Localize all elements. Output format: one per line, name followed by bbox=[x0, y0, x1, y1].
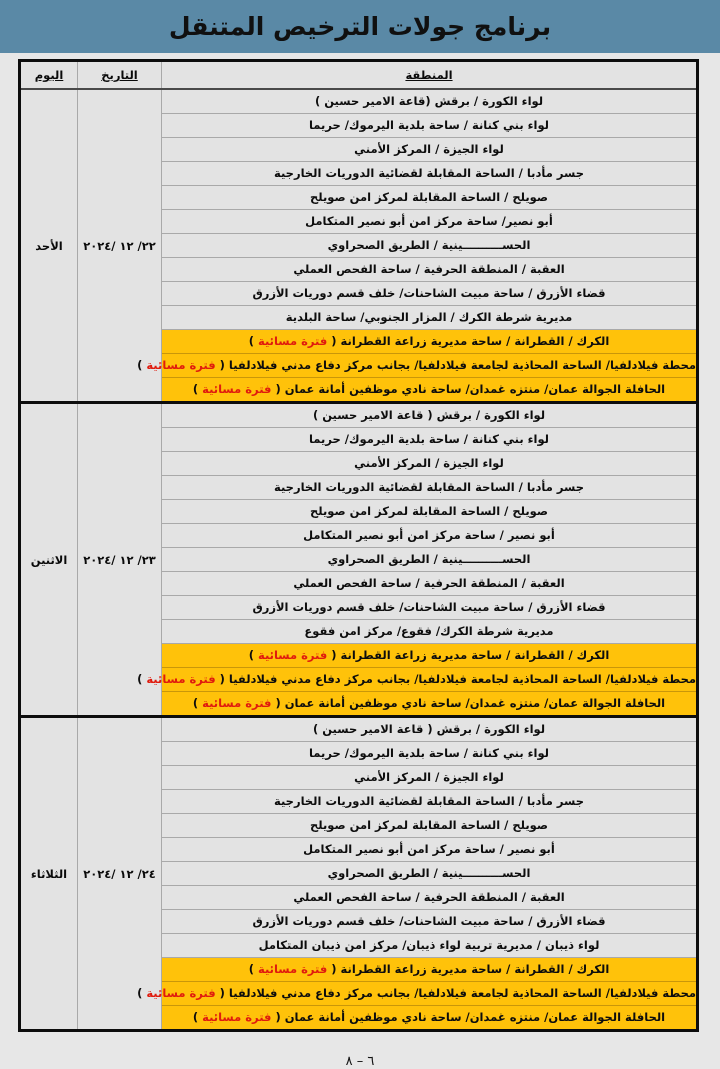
region-text: الحســــــــــينية / الطريق الصحراوي bbox=[327, 551, 531, 566]
evening-label-close-paren: ) bbox=[248, 333, 258, 348]
region-text: الكرك / القطرانة / ساحة مديرية زراعة القطرانة ( bbox=[331, 961, 610, 976]
evening-label-close-paren: ) bbox=[137, 985, 147, 1000]
region-text: لواء الجيزة / المركز الأمني bbox=[354, 141, 504, 156]
region-text: الحافلة الجوالة عمان/ منتزه غمدان/ ساحة نادي موظفين أمانة عمان ( bbox=[275, 1009, 666, 1024]
evening-period-label: فترة مسائية bbox=[257, 333, 332, 348]
region-cell-evening bbox=[162, 958, 698, 982]
region-cell-evening bbox=[137, 982, 698, 1006]
page-footer bbox=[0, 1032, 720, 1069]
table-row bbox=[20, 89, 698, 114]
region-cell bbox=[162, 717, 698, 742]
evening-label-close-paren: ) bbox=[192, 1009, 203, 1024]
region-text: جسر مأدبا / الساحة المقابلة لقضائية الدوريات الخارجية bbox=[274, 793, 584, 808]
region-text: العقبة / المنطقة الحرفية / ساحة الفحص العملي bbox=[293, 575, 565, 590]
column-header-region: المنطقة bbox=[162, 61, 698, 90]
region-cell bbox=[162, 210, 698, 234]
region-text: مديرية شرطة الكرك / المزار الجنوبي/ ساحة البلدية bbox=[285, 309, 573, 324]
evening-period-label: فترة مسائية bbox=[202, 381, 276, 396]
region-cell-evening bbox=[162, 1006, 698, 1031]
region-cell bbox=[162, 790, 698, 814]
column-header-date: التاريخ bbox=[78, 61, 162, 90]
region-cell bbox=[162, 162, 698, 186]
region-cell bbox=[162, 814, 698, 838]
evening-label-close-paren: ) bbox=[137, 671, 147, 686]
region-cell bbox=[162, 476, 698, 500]
region-text: الكرك / القطرانة / ساحة مديرية زراعة القطرانة ( bbox=[331, 647, 610, 662]
region-text: أبو نصير/ ساحة مركز امن أبو نصير المتكامل bbox=[305, 213, 553, 228]
day-cell: الاثنين bbox=[20, 403, 78, 717]
region-cell-evening bbox=[137, 354, 698, 378]
region-text: أبو نصير / ساحة مركز امن أبو نصير المتكامل bbox=[303, 527, 555, 542]
region-cell bbox=[162, 934, 698, 958]
region-cell bbox=[162, 838, 698, 862]
region-text: لواء ذيبان / مديرية تربية لواء ذيبان/ مركز امن ذيبان المتكامل bbox=[258, 937, 600, 952]
region-text: الحافلة الجوالة عمان/ منتزه غمدان/ ساحة نادي موظفين أمانة عمان ( bbox=[275, 381, 666, 396]
table-row bbox=[20, 717, 698, 742]
page-body bbox=[0, 53, 720, 1032]
region-cell bbox=[162, 886, 698, 910]
region-text: الكرك / القطرانة / ساحة مديرية زراعة القطرانة ( bbox=[331, 333, 610, 348]
page-title: برنامج جولات الترخيص المتنقل bbox=[168, 12, 552, 41]
region-cell-evening bbox=[162, 644, 698, 668]
column-header-day: اليوم bbox=[20, 61, 78, 90]
date-cell: ٢٢/ ١٢ /٢٠٢٤ bbox=[78, 89, 162, 403]
region-cell bbox=[162, 500, 698, 524]
evening-label-close-paren: ) bbox=[248, 647, 258, 662]
date-cell: ٢٤/ ١٢ /٢٠٢٤ bbox=[78, 717, 162, 1031]
region-cell bbox=[162, 572, 698, 596]
region-cell bbox=[162, 548, 698, 572]
evening-period-label: فترة مسائية bbox=[257, 961, 332, 976]
region-text: لواء بني كنانة / ساحة بلدية اليرموك/ حريما bbox=[308, 117, 550, 132]
evening-period-label: فترة مسائية bbox=[146, 357, 220, 372]
region-text: لواء بني كنانة / ساحة بلدية اليرموك/ حريما bbox=[308, 431, 550, 446]
region-text: قضاء الأزرق / ساحة مبيت الشاحنات/ خلف قسم دوريات الأزرق bbox=[252, 285, 606, 300]
region-text: صويلح / الساحة المقابلة لمركز امن صويلح bbox=[310, 817, 548, 832]
region-text: صويلح / الساحة المقابلة لمركز امن صويلح bbox=[310, 189, 548, 204]
evening-period-label: فترة مسائية bbox=[146, 671, 220, 686]
region-text: جسر مأدبا / الساحة المقابلة لقضائية الدوريات الخارجية bbox=[274, 165, 584, 180]
region-text: لواء الجيزة / المركز الأمني bbox=[354, 769, 504, 784]
region-text: أبو نصير / ساحة مركز امن أبو نصير المتكامل bbox=[303, 841, 555, 856]
region-text: العقبة / المنطقة الحرفية / ساحة الفحص العملي bbox=[293, 889, 565, 904]
region-cell bbox=[162, 258, 698, 282]
region-cell bbox=[162, 742, 698, 766]
region-text: العقبة / المنطقة الحرفية / ساحة الفحص العملي bbox=[293, 261, 565, 276]
region-cell bbox=[162, 524, 698, 548]
evening-label-close-paren: ) bbox=[248, 961, 258, 976]
region-cell bbox=[162, 306, 698, 330]
region-cell bbox=[162, 766, 698, 790]
region-text: جسر مأدبا / الساحة المقابلة لقضائية الدوريات الخارجية bbox=[274, 479, 584, 494]
region-text: الحســــــــــينية / الطريق الصحراوي bbox=[327, 237, 531, 252]
footer-page-number: ٦ – ٨ bbox=[345, 1054, 375, 1069]
region-text: لواء الكورة / برقش ( قاعة الامير حسين ) bbox=[312, 721, 546, 736]
mobile-licensing-schedule-table bbox=[18, 59, 699, 1032]
region-cell bbox=[162, 910, 698, 934]
evening-period-label: فترة مسائية bbox=[202, 695, 276, 710]
date-cell: ٢٣/ ١٢ /٢٠٢٤ bbox=[78, 403, 162, 717]
region-text: صويلح / الساحة المقابلة لمركز امن صويلح bbox=[310, 503, 548, 518]
day-cell: الثلاثاء bbox=[20, 717, 78, 1031]
region-cell bbox=[162, 428, 698, 452]
region-text: لواء الكورة / برقش (قاعة الامير حسين ) bbox=[314, 93, 544, 108]
region-cell-evening bbox=[162, 692, 698, 717]
table-body bbox=[20, 89, 698, 1031]
region-cell bbox=[162, 862, 698, 886]
region-cell bbox=[162, 620, 698, 644]
region-text: قضاء الأزرق / ساحة مبيت الشاحنات/ خلف قسم دوريات الأزرق bbox=[252, 913, 606, 928]
region-cell-evening bbox=[162, 378, 698, 403]
region-cell bbox=[162, 186, 698, 210]
evening-period-label: فترة مسائية bbox=[257, 647, 332, 662]
region-cell-evening bbox=[137, 668, 698, 692]
region-text: الحســــــــــينية / الطريق الصحراوي bbox=[327, 865, 531, 880]
evening-period-label: فترة مسائية bbox=[146, 985, 220, 1000]
region-cell bbox=[162, 596, 698, 620]
table-header-row bbox=[20, 61, 698, 90]
region-cell bbox=[162, 452, 698, 476]
region-text: محطة فيلادلفيا/ الساحة المحاذية لجامعة فيلادلفيا/ بجانب مركز دفاع مدني فيلادلفيا ( bbox=[219, 357, 696, 372]
evening-label-close-paren: ) bbox=[137, 357, 147, 372]
table-header bbox=[20, 61, 698, 90]
evening-label-close-paren: ) bbox=[192, 381, 203, 396]
region-text: مديرية شرطة الكرك/ فقوع/ مركز امن فقوع bbox=[304, 623, 554, 638]
title-banner bbox=[0, 0, 720, 53]
region-cell bbox=[162, 114, 698, 138]
region-cell bbox=[162, 138, 698, 162]
day-cell: الأحد bbox=[20, 89, 78, 403]
evening-period-label: فترة مسائية bbox=[202, 1009, 276, 1024]
region-cell bbox=[162, 234, 698, 258]
region-cell bbox=[162, 89, 698, 114]
region-cell bbox=[162, 403, 698, 428]
region-text: لواء الجيزة / المركز الأمني bbox=[354, 455, 504, 470]
region-text: محطة فيلادلفيا/ الساحة المحاذية لجامعة فيلادلفيا/ بجانب مركز دفاع مدني فيلادلفيا ( bbox=[219, 985, 696, 1000]
evening-label-close-paren: ) bbox=[192, 695, 203, 710]
region-text: الحافلة الجوالة عمان/ منتزه غمدان/ ساحة نادي موظفين أمانة عمان ( bbox=[275, 695, 666, 710]
table-row bbox=[20, 403, 698, 428]
region-cell-evening bbox=[162, 330, 698, 354]
region-text: لواء الكورة / برقش ( قاعة الامير حسين ) bbox=[312, 407, 546, 422]
region-text: محطة فيلادلفيا/ الساحة المحاذية لجامعة فيلادلفيا/ بجانب مركز دفاع مدني فيلادلفيا ( bbox=[219, 671, 696, 686]
region-cell bbox=[162, 282, 698, 306]
region-text: لواء بني كنانة / ساحة بلدية اليرموك/ حريما bbox=[308, 745, 550, 760]
region-text: قضاء الأزرق / ساحة مبيت الشاحنات/ خلف قسم دوريات الأزرق bbox=[252, 599, 606, 614]
